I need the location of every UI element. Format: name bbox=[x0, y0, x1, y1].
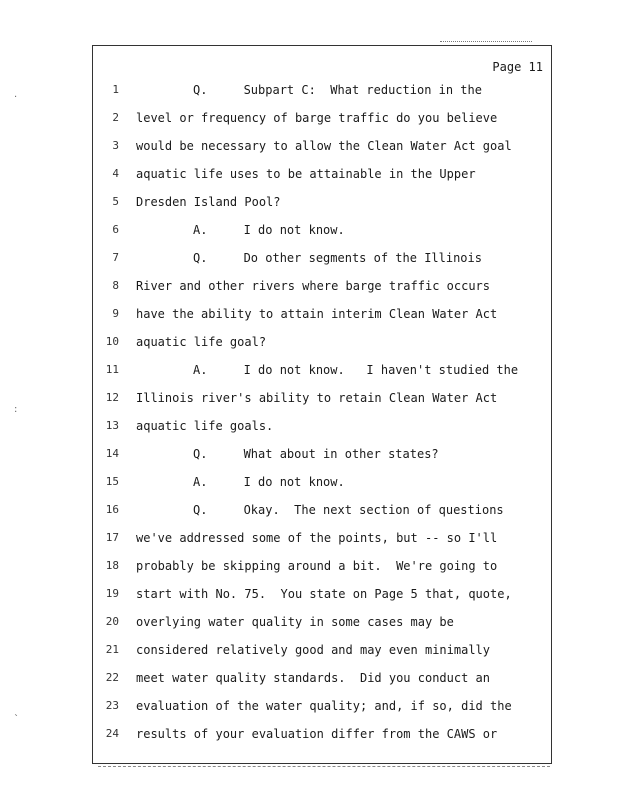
line-number: 2 bbox=[112, 111, 119, 124]
transcript-line bbox=[93, 164, 551, 184]
line-number: 3 bbox=[112, 139, 119, 152]
transcript-line bbox=[93, 696, 551, 716]
line-number: 8 bbox=[112, 279, 119, 292]
transcript-line bbox=[93, 220, 551, 240]
line-number: 18 bbox=[105, 559, 119, 572]
transcript-page bbox=[92, 45, 552, 764]
line-number: 10 bbox=[105, 335, 119, 348]
line-text: considered relatively good and may even minimally bbox=[136, 643, 491, 657]
line-number: 7 bbox=[112, 251, 119, 264]
transcript-line bbox=[93, 556, 551, 576]
line-text: aquatic life goal? bbox=[136, 335, 267, 349]
transcript-line bbox=[93, 640, 551, 660]
line-number: 16 bbox=[105, 503, 119, 516]
transcript-line bbox=[93, 360, 551, 380]
line-number: 11 bbox=[105, 363, 119, 376]
line-number: 15 bbox=[105, 475, 119, 488]
line-text: evaluation of the water quality; and, if so, did the bbox=[136, 699, 512, 713]
line-text: A. I do not know. bbox=[193, 223, 345, 237]
line-text: A. I do not know. I haven't studied the bbox=[193, 363, 519, 377]
scan-edge-bottom bbox=[98, 766, 550, 769]
transcript-line bbox=[93, 388, 551, 408]
transcript-line bbox=[93, 248, 551, 268]
line-text: level or frequency of barge traffic do you believe bbox=[136, 111, 498, 125]
transcript-line bbox=[93, 528, 551, 548]
transcript-line bbox=[93, 80, 551, 100]
transcript-line bbox=[93, 136, 551, 156]
transcript-line bbox=[93, 584, 551, 604]
line-number: 17 bbox=[105, 531, 119, 544]
transcript-line bbox=[93, 332, 551, 352]
line-text: we've addressed some of the points, but -- so I'll bbox=[136, 531, 498, 545]
line-text: Illinois river's ability to retain Clean Water Act bbox=[136, 391, 498, 405]
transcript-line bbox=[93, 612, 551, 632]
transcript-line bbox=[93, 500, 551, 520]
page-number: Page 11 bbox=[492, 60, 543, 74]
line-text: Q. Subpart C: What reduction in the bbox=[193, 83, 482, 97]
line-text: aquatic life goals. bbox=[136, 419, 274, 433]
line-number: 23 bbox=[105, 699, 119, 712]
line-number: 1 bbox=[112, 83, 119, 96]
margin-speck: · bbox=[14, 92, 18, 103]
line-number: 13 bbox=[105, 419, 119, 432]
transcript-line bbox=[93, 192, 551, 212]
line-number: 14 bbox=[105, 447, 119, 460]
line-number: 19 bbox=[105, 587, 119, 600]
transcript-line bbox=[93, 108, 551, 128]
line-number: 5 bbox=[112, 195, 119, 208]
line-text: A. I do not know. bbox=[193, 475, 345, 489]
margin-speck: ` bbox=[14, 714, 19, 725]
line-number: 4 bbox=[112, 167, 119, 180]
transcript-line bbox=[93, 276, 551, 296]
line-text: Q. Okay. The next section of questions bbox=[193, 503, 504, 517]
line-number: 9 bbox=[112, 307, 119, 320]
line-number: 20 bbox=[105, 615, 119, 628]
scan-edge-top bbox=[440, 41, 532, 44]
line-text: Q. What about in other states? bbox=[193, 447, 439, 461]
line-text: Q. Do other segments of the Illinois bbox=[193, 251, 482, 265]
transcript-line bbox=[93, 444, 551, 464]
transcript-line bbox=[93, 724, 551, 744]
transcript-line bbox=[93, 472, 551, 492]
transcript-line bbox=[93, 668, 551, 688]
margin-speck: : bbox=[14, 404, 18, 415]
line-text: Dresden Island Pool? bbox=[136, 195, 281, 209]
line-text: meet water quality standards. Did you conduct an bbox=[136, 671, 491, 685]
line-text: start with No. 75. You state on Page 5 that, quote, bbox=[136, 587, 512, 601]
line-number: 12 bbox=[105, 391, 119, 404]
line-text: results of your evaluation differ from the CAWS or bbox=[136, 727, 498, 741]
line-number: 22 bbox=[105, 671, 119, 684]
line-text: overlying water quality in some cases may be bbox=[136, 615, 454, 629]
transcript-line bbox=[93, 304, 551, 324]
line-text: have the ability to attain interim Clean Water Act bbox=[136, 307, 498, 321]
line-text: aquatic life uses to be attainable in the Upper bbox=[136, 167, 476, 181]
transcript-line bbox=[93, 416, 551, 436]
line-text: probably be skipping around a bit. We're going to bbox=[136, 559, 498, 573]
line-number: 6 bbox=[112, 223, 119, 236]
line-number: 21 bbox=[105, 643, 119, 656]
line-number: 24 bbox=[105, 727, 119, 740]
line-text: River and other rivers where barge traffic occurs bbox=[136, 279, 491, 293]
line-text: would be necessary to allow the Clean Water Act goal bbox=[136, 139, 512, 153]
